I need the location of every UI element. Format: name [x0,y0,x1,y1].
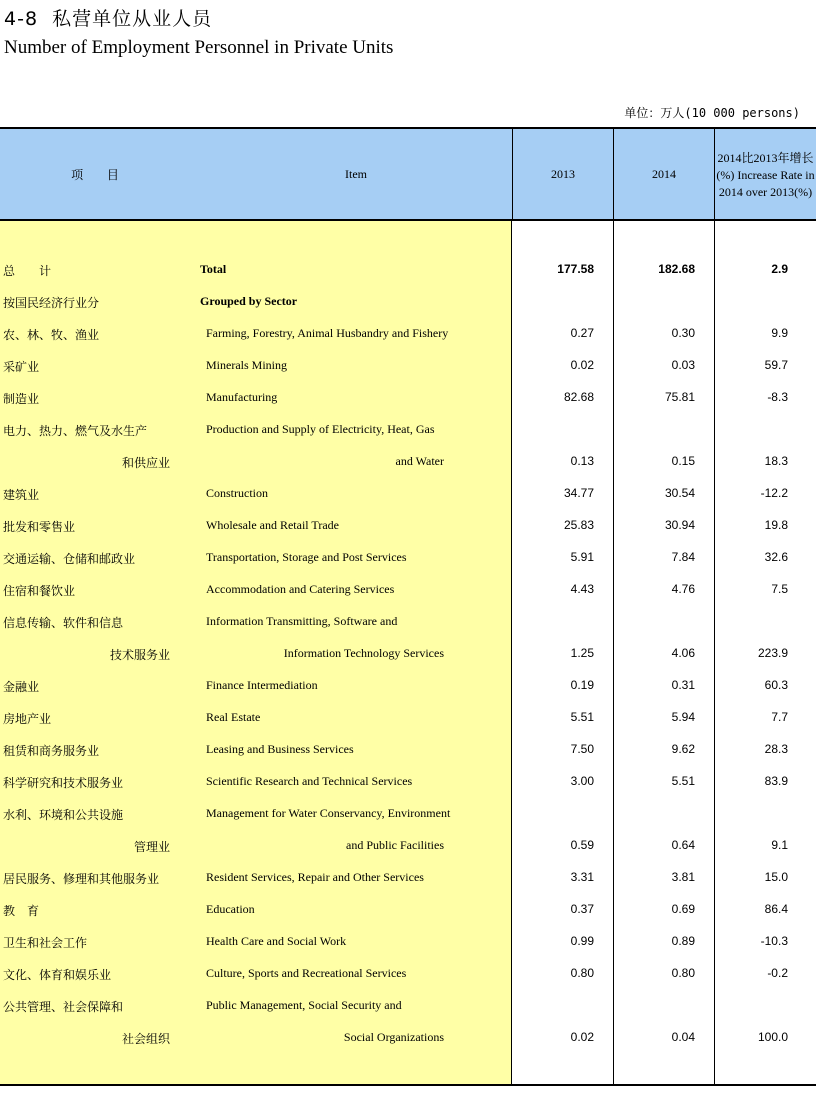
value-2013: 25.83 [563,518,594,532]
table-row [0,830,816,862]
row-label-cn: 租赁和商务服务业 [3,744,100,758]
table-row [0,318,816,350]
table-body [0,221,816,1086]
table-row [0,638,816,670]
table-row [0,542,816,574]
row-label-cn: 采矿业 [3,360,40,374]
value-2014: 182.68 [658,262,695,276]
increase-rate: 7.5 [771,582,788,596]
value-2013: 5.91 [570,550,594,564]
row-label-en: Grouped by Sector [200,294,298,308]
header-2013: 2013 [512,129,613,219]
value-2013: 0.19 [570,678,594,692]
increase-rate: 18.3 [764,454,788,468]
row-label-en: Construction [206,486,268,500]
row-label-cn: 社会组织 [121,1032,170,1046]
row-label-en: Management for Water Conservancy, Environment [206,806,451,820]
value-2014: 4.76 [671,582,695,596]
row-label-en: Resident Services, Repair and Other Services [206,870,424,884]
row-label-cn: 居民服务、修理和其他服务业 [3,872,160,886]
increase-rate: 7.7 [771,710,788,724]
row-label-cn: 房地产业 [3,712,52,726]
table-title-en: Number of Employment Personnel in Private Units [4,37,394,58]
table-row [0,734,816,766]
row-label-en: Manufacturing [206,390,278,404]
table-row [0,766,816,798]
row-label-cn: 卫生和社会工作 [3,936,88,950]
value-2013: 3.00 [570,774,594,788]
value-2014: 0.89 [671,934,695,948]
value-2013: 0.59 [570,838,594,852]
row-label-en: Culture, Sports and Recreational Services [206,966,407,980]
increase-rate: 32.6 [764,550,788,564]
value-2013: 1.25 [570,646,594,660]
row-label-cn: 按国民经济行业分 [3,296,100,310]
table-row [0,446,816,478]
row-label-en: Information Transmitting, Software and [206,614,398,628]
table-row [0,926,816,958]
table-row [0,574,816,606]
table-row [0,990,816,1022]
table-title-cn: 4-8 私营单位从业人员 [4,8,213,30]
header-increase: 2014比2013年增长(%) Increase Rate in 2014 over 2013(%) [714,129,816,219]
value-2014: 5.94 [671,710,695,724]
value-2013: 0.27 [570,326,594,340]
row-label-en: Finance Intermediation [206,678,318,692]
row-label-en: Transportation, Storage and Post Services [206,550,407,564]
increase-rate: 86.4 [764,902,788,916]
row-label-cn: 交通运输、仓储和邮政业 [3,552,136,566]
value-2013: 82.68 [563,390,594,404]
row-label-cn: 批发和零售业 [3,520,76,534]
increase-rate: 2.9 [771,262,788,276]
row-label-en: Farming, Forestry, Animal Husbandry and Fishery [206,326,449,340]
row-label-cn: 管理业 [133,840,170,854]
row-label-cn: 电力、热力、燃气及水生产 [3,424,148,438]
value-2013: 3.31 [570,870,594,884]
row-label-en: Minerals Mining [206,358,287,372]
row-label-cn: 总 计 [3,264,52,278]
value-2013: 34.77 [563,486,594,500]
row-label-en: Scientific Research and Technical Services [206,774,413,788]
increase-rate: 28.3 [764,742,788,756]
increase-rate: -10.3 [760,934,788,948]
increase-rate: 15.0 [764,870,788,884]
increase-rate: 9.1 [771,838,788,852]
row-label-cn: 住宿和餐饮业 [3,584,76,598]
table-row [0,958,816,990]
increase-rate: 83.9 [764,774,788,788]
value-2013: 0.13 [570,454,594,468]
table-row [0,254,816,286]
row-label-en: Public Management, Social Security and [206,998,402,1012]
row-label-cn: 建筑业 [3,488,40,502]
increase-rate: -12.2 [760,486,788,500]
row-label-en: Production and Supply of Electricity, Heat, Gas [206,422,435,436]
value-2014: 4.06 [671,646,695,660]
unit-label: 单位：万人(10 000 persons) [624,106,800,120]
header-item-cn: 项 目 [71,167,129,182]
table-header [0,127,816,221]
row-label-cn: 和供应业 [121,456,170,470]
table-row [0,478,816,510]
value-2014: 9.62 [671,742,695,756]
row-label-cn: 公共管理、社会保障和 [3,1000,124,1014]
table-row [0,606,816,638]
value-2014: 0.31 [671,678,695,692]
increase-rate: 100.0 [757,1030,788,1044]
row-label-cn: 教 育 [3,904,40,918]
value-2014: 0.04 [671,1030,695,1044]
increase-rate: 223.9 [757,646,788,660]
value-2014: 3.81 [671,870,695,884]
value-2014: 0.64 [671,838,695,852]
table-row [0,670,816,702]
value-2014: 7.84 [671,550,695,564]
header-item-en: Item [345,166,367,181]
value-2013: 0.02 [570,358,594,372]
table-row [0,382,816,414]
value-2013: 0.99 [570,934,594,948]
row-label-en: Education [206,902,255,916]
increase-rate: 60.3 [764,678,788,692]
row-label-en: Information Technology Services [283,646,444,660]
row-label-en: Wholesale and Retail Trade [206,518,339,532]
row-label-cn: 技术服务业 [109,648,170,662]
table-row [0,414,816,446]
value-2014: 30.94 [664,518,695,532]
value-2013: 0.80 [570,966,594,980]
row-label-cn: 金融业 [3,680,40,694]
table-row [0,894,816,926]
row-label-en: Leasing and Business Services [206,742,354,756]
value-2013: 177.58 [557,262,594,276]
value-2014: 30.54 [664,486,695,500]
table-row [0,798,816,830]
value-2013: 0.02 [570,1030,594,1044]
value-2013: 7.50 [570,742,594,756]
row-label-en: Total [200,262,227,276]
row-label-en: Accommodation and Catering Services [206,582,395,596]
row-label-cn: 信息传输、软件和信息 [3,616,124,630]
value-2013: 5.51 [570,710,594,724]
row-label-cn: 科学研究和技术服务业 [3,776,124,790]
row-label-en: and Public Facilities [346,838,444,852]
row-label-cn: 文化、体育和娱乐业 [3,968,112,982]
row-label-cn: 制造业 [3,392,40,406]
value-2013: 0.37 [570,902,594,916]
value-2014: 75.81 [664,390,695,404]
row-label-en: and Water [395,454,444,468]
table-row [0,286,816,318]
value-2014: 0.80 [671,966,695,980]
row-label-en: Health Care and Social Work [206,934,347,948]
row-label-en: Social Organizations [343,1030,444,1044]
increase-rate: -8.3 [767,390,788,404]
increase-rate: 9.9 [771,326,788,340]
value-2014: 0.69 [671,902,695,916]
value-2014: 0.03 [671,358,695,372]
increase-rate: -0.2 [767,966,788,980]
increase-rate: 19.8 [764,518,788,532]
row-label-cn: 水利、环境和公共设施 [3,808,124,822]
row-label-cn: 农、林、牧、渔业 [3,328,100,342]
table-row [0,702,816,734]
value-2014: 0.15 [671,454,695,468]
value-2013: 4.43 [570,582,594,596]
increase-rate: 59.7 [764,358,788,372]
header-2014: 2014 [613,129,714,219]
value-2014: 0.30 [671,326,695,340]
row-label-en: Real Estate [206,710,261,724]
value-2014: 5.51 [671,774,695,788]
table-row [0,862,816,894]
table-row [0,1022,816,1054]
table-row [0,510,816,542]
table-row [0,350,816,382]
